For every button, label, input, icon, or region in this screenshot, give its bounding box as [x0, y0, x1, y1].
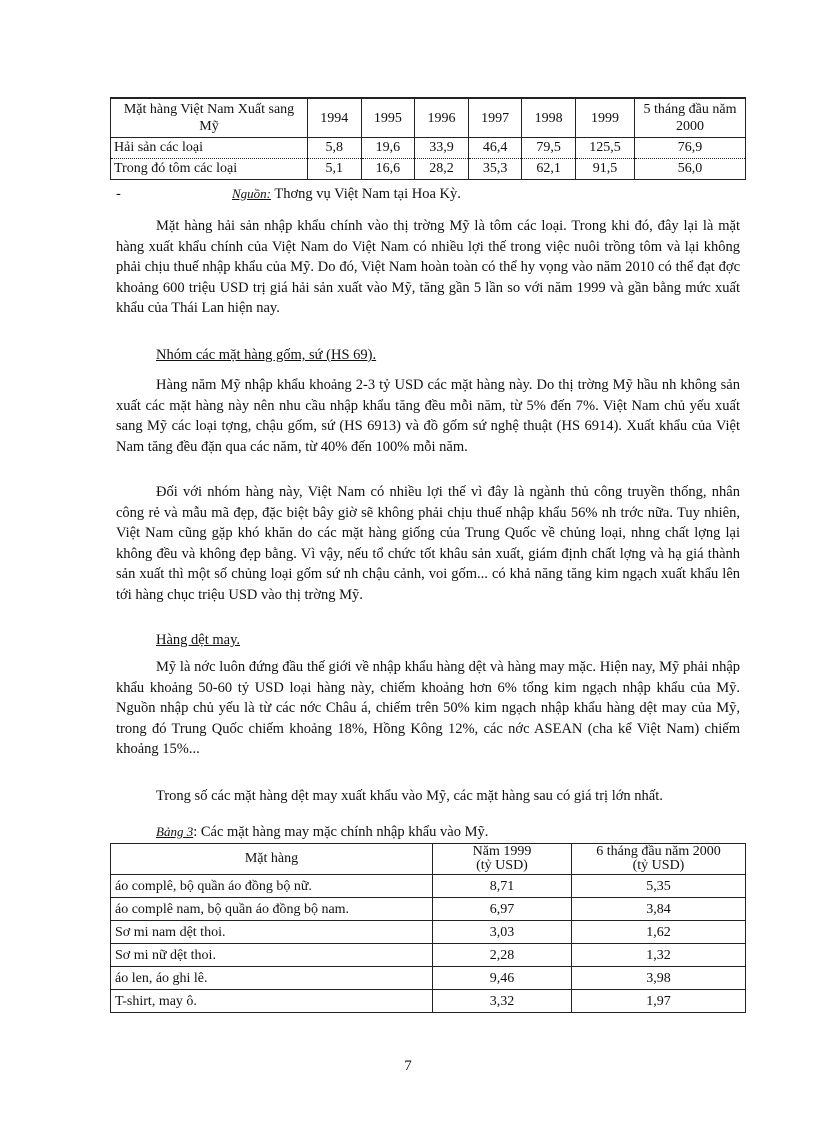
table-header-cell [433, 844, 572, 875]
table-header-row [111, 844, 746, 875]
table-header-cell: 1994 [308, 98, 362, 138]
table-cell: 16,6 [361, 159, 415, 180]
table-row [111, 875, 746, 898]
header-line: (tỷ USD) [632, 858, 685, 873]
table-header-row [111, 98, 746, 138]
table-cell: áo len, áo ghi lê. [111, 967, 433, 990]
table-cell: Hải sản các loại [111, 138, 308, 159]
table-row [111, 898, 746, 921]
table-cell: 3,03 [433, 921, 572, 944]
table-header-cell: 1996 [415, 98, 469, 138]
section-heading-textiles: Hàng dệt may. [156, 632, 241, 648]
table-caption-label: Bảng 3 [156, 824, 194, 839]
paragraph-textiles: Mỹ là nớc luôn đứng đầu thế giới về nhập khẩu hàng dệt và hàng may mặc. Hiện nay, Mỹ phải nhập khẩu khoảng 50-60 tỷ USD loại hàng này, chiếm khoảng hơn 6% tổng kim ngạch nhập khẩu của Mỹ. Nguồn nhập chủ yếu là từ các nớc Châu á, chiếm trên 50% kim ngạch nhập khẩu hàng dệt may của Mỹ, trong đó Trung Quốc chiếm khoảng 18%, Hồng Kông 12%, các nớc ASEAN (cha kể Việt Nam) chiếm khoảng 15%... [116, 659, 740, 757]
table-header-cell: 1995 [361, 98, 415, 138]
header-line: Năm 1999 [472, 844, 532, 859]
table-cell: 2,28 [433, 944, 572, 967]
table-cell: 6,97 [433, 898, 572, 921]
table-cell: 5,35 [572, 875, 746, 898]
table-cell: 3,98 [572, 967, 746, 990]
paragraph-ceramics-advantages: Đối với nhóm hàng này, Việt Nam có nhiều lợi thế vì đây là ngành thủ công truyền thống, nhân công rẻ và mẫu mã đẹp, đặc biệt bây giờ sẽ không phải chịu thuế nhập khẩu 56% nh trớc nữa. Tuy nhiên, Việt Nam cũng gặp khó khăn do các mặt hàng giống của Trung Quốc về chủng loại, nhng chất lợng lại không đều và không đẹp bằng. Vì vậy, nếu tổ chức tốt khâu sản xuất, giám định chất lợng và hạ giá thành sản xuất thì một số chủng loại gốm sứ nh chậu cảnh, voi gốm... có khả năng tăng kim ngạch xuất khẩu lên tới hàng chục triệu USD vào thị trờng Mỹ. [116, 484, 740, 603]
garment-import-table [110, 843, 746, 1013]
table-row [111, 944, 746, 967]
table-row [111, 967, 746, 990]
page-number: 7 [404, 1058, 412, 1074]
table-cell: 56,0 [635, 159, 746, 180]
table-cell: Sơ mi nữ dệt thoi. [111, 944, 433, 967]
table-cell: áo complê, bộ quần áo đồng bộ nữ. [111, 875, 433, 898]
table-cell: 19,6 [361, 138, 415, 159]
table-cell: 5,1 [308, 159, 362, 180]
header-line: 6 tháng đầu năm 2000 [596, 844, 721, 859]
table-header-cell: 1997 [468, 98, 522, 138]
table-cell: 1,62 [572, 921, 746, 944]
source-dash: - [116, 186, 121, 202]
table-cell: 3,32 [433, 990, 572, 1013]
table-cell: T-shirt, may ô. [111, 990, 433, 1013]
table-cell: 9,46 [433, 967, 572, 990]
table-caption [156, 824, 488, 841]
table-cell: áo complê nam, bộ quần áo đồng bộ nam. [111, 898, 433, 921]
table-header-cell: Mặt hàng Việt Nam Xuất sang Mỹ [111, 98, 308, 138]
source-text: Thơng vụ Việt Nam tại Hoa Kỳ. [271, 186, 461, 202]
table-cell: 33,9 [415, 138, 469, 159]
table-cell: 46,4 [468, 138, 522, 159]
paragraph-seafood: Mặt hàng hải sản nhập khẩu chính vào thị trờng Mỹ là tôm các loại. Trong khi đó, đây lại là mặt hàng xuất khẩu chính của Việt Nam do Việt Nam có nhiều lợi thế trong việc nuôi trồng tôm và lại không phải chịu thuế nhập khẩu của Mỹ. Do đó, Việt Nam hoàn toàn có thể hy vọng vào năm 2010 có thể đạt đợc khoảng 600 triệu USD trị giá hải sản xuất vào Mỹ, tăng gần 5 lần so với năm 1999 và gần bằng mức xuất khẩu của Thái Lan hiện nay. [116, 218, 740, 316]
table-cell: Trong đó tôm các loại [111, 159, 308, 180]
table-row [111, 990, 746, 1013]
source-label: Nguồn: [232, 186, 271, 201]
table-header-cell: 5 tháng đầu năm 2000 [635, 98, 746, 138]
table-cell: 1,32 [572, 944, 746, 967]
header-line: (tỷ USD) [476, 858, 528, 873]
table-header-cell [572, 844, 746, 875]
table-cell: 5,8 [308, 138, 362, 159]
seafood-export-table [110, 97, 746, 180]
table-cell: Sơ mi nam dệt thoi. [111, 921, 433, 944]
table-row [111, 159, 746, 180]
table-cell: 28,2 [415, 159, 469, 180]
table-cell: 76,9 [635, 138, 746, 159]
table-header-cell: Mặt hàng [111, 844, 433, 875]
section-heading-ceramics: Nhóm các mặt hàng gốm, sứ (HS 69). [156, 347, 377, 363]
paragraph-ceramics-imports: Hàng năm Mỹ nhập khẩu khoảng 2-3 tỷ USD các mặt hàng này. Do thị trờng Mỹ hầu nh không sản xuất các mặt hàng này nên nhu cầu nhập khẩu tăng đều mỗi năm, từ 5% đến 7%. Việt Nam chủ yếu xuất sang Mỹ các loại tợng, chậu gốm, sứ (HS 6913) và đồ gốm sứ nghệ thuật (HS 6914). Xuất khẩu của Việt Nam tăng đều đặn qua các năm, từ 40% đến 100% mỗi năm. [116, 377, 740, 455]
source-note [116, 186, 461, 203]
table-cell: 62,1 [522, 159, 576, 180]
table-caption-text: : Các mặt hàng may mặc chính nhập khẩu vào Mỹ. [193, 824, 489, 840]
table-row [111, 138, 746, 159]
table-cell: 35,3 [468, 159, 522, 180]
table-row [111, 921, 746, 944]
table-cell: 125,5 [575, 138, 634, 159]
table-header-cell: 1999 [575, 98, 634, 138]
table-cell: 3,84 [572, 898, 746, 921]
table-header-cell: 1998 [522, 98, 576, 138]
table-cell: 91,5 [575, 159, 634, 180]
table-cell: 8,71 [433, 875, 572, 898]
paragraph-textile-items: Trong số các mặt hàng dệt may xuất khẩu vào Mỹ, các mặt hàng sau có giá trị lớn nhất. [156, 788, 663, 804]
table-cell: 1,97 [572, 990, 746, 1013]
table-cell: 79,5 [522, 138, 576, 159]
